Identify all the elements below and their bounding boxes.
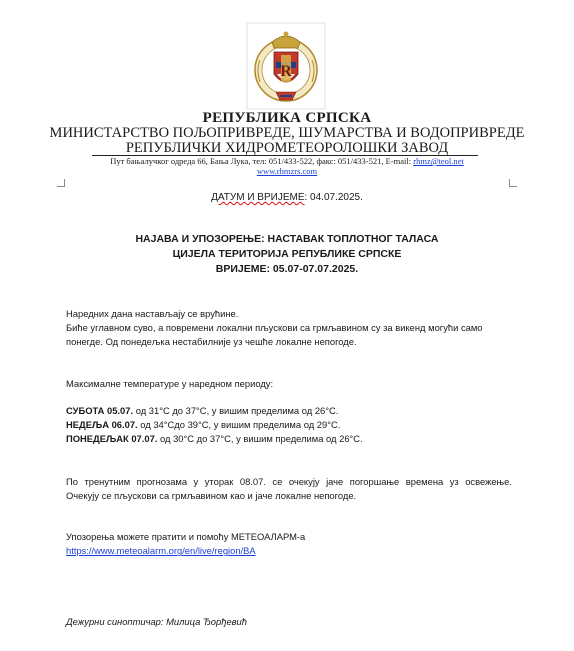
meteoalarm-link[interactable]: https://www.meteoalarm.org/en/live/region/BA: [66, 545, 256, 557]
signature-line: Дежурни синоптичар: Милица Ђорђевић: [66, 616, 247, 627]
paragraph-intro: [66, 307, 512, 350]
header-institute: РЕПУБЛИЧКИ ХИДРОМЕТЕОРОЛОШКИ ЗАВОД: [125, 140, 449, 156]
temperature-day: СУБОТА 05.07.: [66, 405, 134, 416]
paragraph-line: Биће углавном суво, а повремени локални пљускови са грмљавином су за викенд могући само: [66, 322, 483, 334]
temperature-item: [66, 404, 512, 418]
title-line-2: ЦИЈЕЛА ТЕРИТОРИЈА РЕПУБЛИКЕ СРПСКЕ: [172, 248, 402, 260]
paragraph-outlook: [66, 475, 512, 503]
temperature-day: НЕДЕЉА 06.07.: [66, 419, 138, 431]
header-country: РЕПУБЛИКА СРПСКА: [202, 110, 372, 126]
title-line-1: НАЈАВА И УПОЗОРЕЊЕ: НАСТАВАК ТОПЛОТНОГ ТАЛАСА: [135, 233, 439, 245]
temperature-range: од 30°С до 37°С, у вишим пределима од 26°С.: [157, 433, 363, 445]
margin-marker-right: [509, 179, 517, 187]
temperature-list: [66, 404, 512, 447]
address-text: Пут бањалучког одреда 66, Бања Лука, тел: 051/433-522, факс: 051/433-521, E-mail:: [110, 156, 414, 166]
margin-marker-left: [57, 179, 65, 187]
temperature-range: од 31°С до 37°С, у вишим пределима од 26°С.: [133, 405, 339, 416]
temperature-item: [66, 418, 512, 432]
header-ministry: МИНИСТАРСТВО ПОЉОПРИВРЕДЕ, ШУМАРСТВА И ВОДОПРИВРЕДЕ: [49, 125, 525, 141]
paragraph-meteoalarm: [66, 530, 512, 558]
website-link[interactable]: www.rhmzrs.com: [256, 166, 318, 176]
date-line: [0, 192, 574, 203]
paragraph-line: Наредних дана настављају се врућине.: [66, 308, 239, 319]
header-address: [0, 156, 574, 166]
date-label: ДАТУМ И ВРИЈЕМЕ: [211, 192, 305, 203]
temperature-day: ПОНЕДЕЉАК 07.07.: [66, 433, 158, 445]
svg-text:R: R: [280, 63, 292, 80]
paragraph-line: Очекују се пљускови са грмљавином као и јаче локалне непогоде.: [66, 490, 357, 502]
temperature-item: [66, 432, 512, 446]
temperature-heading: Максималне температуре у наредном периоду:: [66, 378, 274, 389]
paragraph-line: Упозорења можете пратити и помоћу МЕТЕОАЛАРМ-а: [66, 531, 306, 542]
paragraph-line: понегде. Од понедељка нестабилније уз чешће локалне непогоде.: [66, 336, 357, 348]
paragraph-line: По тренутним прогнозама у уторак 08.07. се очекују јаче погоршање времена уз освежење.: [66, 476, 512, 487]
coat-of-arms-logo: [246, 22, 326, 110]
temperature-range: од 34°Сдо 39°С, у вишим пределима од 29°С.: [137, 419, 341, 431]
email-link[interactable]: rhmz@teol.net: [413, 156, 464, 166]
title-line-3: ВРИЈЕМЕ: 05.07-07.07.2025.: [215, 263, 359, 275]
date-value: : 04.07.2025.: [304, 192, 363, 203]
